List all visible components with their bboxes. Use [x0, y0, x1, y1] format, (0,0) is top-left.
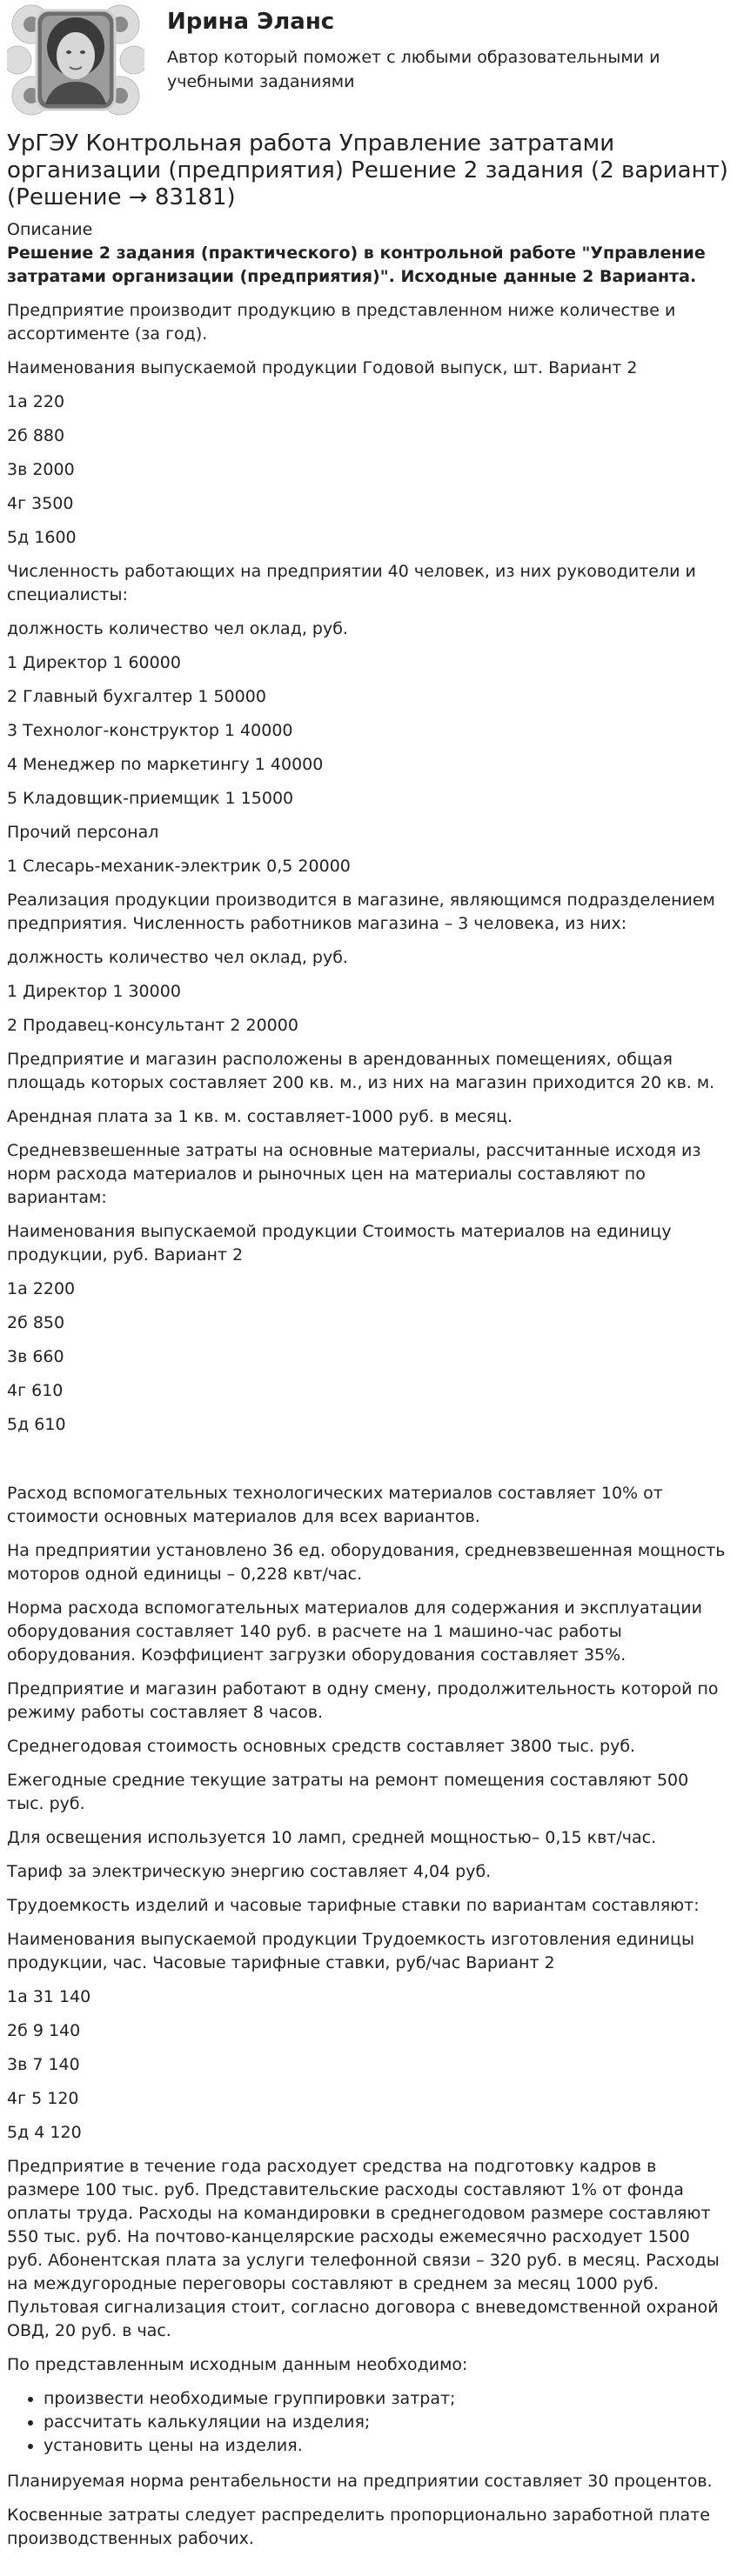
- paragraph: Наименования выпускаемой продукции Годовой выпуск, шт. Вариант 2: [7, 358, 638, 377]
- paragraph: На предприятии установлено 36 ед. оборудования, средневзвешенная мощность моторов одной единицы – 0,228 квт/час.: [7, 1541, 726, 1584]
- author-name[interactable]: Ирина Эланс: [167, 9, 335, 35]
- paragraph: 3в 7 140: [7, 2055, 80, 2074]
- paragraph: должность количество чел оклад, руб.: [7, 948, 348, 967]
- paragraph: 1 Директор 1 60000: [7, 653, 181, 672]
- paragraph: 2 Продавец-консультант 2 20000: [7, 1016, 298, 1035]
- paragraph: Норма расхода вспомогательных материалов для содержания и эксплуатации оборудования составляет 140 руб. в расчете на 1 машино-час работы оборудования. Коэффициент загрузки оборудования составляет 35%.: [7, 1598, 702, 1665]
- avatar-portrait-icon: [7, 2, 144, 118]
- paragraph: Расход вспомогательных технологических материалов составляет 10% от стоимости основных материалов для всех вариантов.: [7, 1484, 663, 1526]
- author-header: [7, 0, 728, 120]
- paragraph: 3в 2000: [7, 460, 75, 479]
- paragraph: 4 Менеджер по маркетингу 1 40000: [7, 755, 324, 774]
- paragraph: 5 Кладовщик-приемщик 1 15000: [7, 789, 294, 808]
- paragraph: 2б 850: [7, 1313, 65, 1332]
- paragraph: Средневзвешенные затраты на основные материалы, рассчитанные исходя из норм расхода материалов и рыночных цен на материалы составляют по вариантам:: [7, 1141, 701, 1207]
- page-title: УрГЭУ Контрольная работа Управление затратами организации (предприятия) Решение 2 задания (2 вариант) (Решение → 83181): [7, 130, 728, 210]
- description-block-a: [7, 299, 728, 1437]
- paragraph: 5д 4 120: [7, 2123, 82, 2142]
- paragraph: Трудоемкость изделий и часовые тарифные ставки по вариантам составляют:: [7, 1896, 700, 1915]
- paragraph: Наименования выпускаемой продукции Стоимость материалов на единицу продукции, руб. Вариант 2: [7, 1222, 672, 1265]
- paragraph: 3 Технолог-конструктор 1 40000: [7, 721, 293, 740]
- paragraph: Прочий персонал: [7, 823, 159, 842]
- paragraph: 2б 9 140: [7, 2021, 81, 2040]
- task-list-item: • рассчитать калькуляции на изделия;: [44, 2411, 728, 2434]
- paragraph: Ежегодные средние текущие затраты на ремонт помещения составляют 500 тыс. руб.: [7, 1771, 689, 1813]
- paragraph: Предприятие в течение года расходует средства на подготовку кадров в размере 100 тыс. руб. Представительские расходы составляют 1% от фонда оплаты труда. Расходы на командировки в среднегодовом размере составляют 550 тыс. руб. На почтово-канцелярские расходы ежемесячно расходует 1500 руб. Абонентская плата за услуги телефонной связи – 320 руб. в месяц. Расходы на междугородные переговоры составляют в среднем за месяц 1000 руб. Пультовая сигнализация стоит, согласно договора с вневедомственной охраной ОВД, 20 руб. в час.: [7, 2157, 720, 2340]
- paragraph: 1а 220: [7, 392, 65, 411]
- task-list-item: • установить цены на изделия.: [44, 2434, 728, 2458]
- paragraph: Наименования выпускаемой продукции Трудоемкость изготовления единицы продукции, час. Часовые тарифные ставки, руб/час Вариант 2: [7, 1930, 694, 1972]
- author-description: Автор который поможет с любыми образовательными и учебными заданиями: [167, 48, 660, 91]
- spacer: [7, 1447, 728, 1482]
- paragraph: Среднегодовая стоимость основных средств составляет 3800 тыс. руб.: [7, 1737, 636, 1756]
- paragraph: 4г 610: [7, 1381, 64, 1400]
- author-info: [144, 2, 689, 94]
- description-block-c: [7, 2470, 728, 2551]
- paragraph: Планируемая норма рентабельности на предприятии составляет 30 процентов.: [7, 2472, 713, 2491]
- task-list: [7, 2387, 728, 2458]
- paragraph: Предприятие производит продукцию в представленном ниже количестве и ассортименте (за год).: [7, 301, 676, 344]
- paragraph: Для освещения используется 10 ламп, средней мощностью– 0,15 квт/час.: [7, 1828, 657, 1847]
- paragraph: По представленным исходным данным необходимо:: [7, 2355, 468, 2374]
- paragraph: 3в 660: [7, 1347, 64, 1366]
- paragraph: должность количество чел оклад, руб.: [7, 619, 348, 638]
- paragraph: Арендная плата за 1 кв. м. составляет-1000 руб. в месяц.: [7, 1107, 513, 1126]
- paragraph: 5д 1600: [7, 528, 77, 547]
- paragraph: Предприятие и магазин работают в одну смену, продолжительность которой по режиму работы составляет 8 часов.: [7, 1679, 719, 1722]
- paragraph: Косвенные затраты следует распределить пропорционально заработной плате производственных рабочих.: [7, 2506, 710, 2548]
- paragraph: Численность работающих на предприятии 40 человек, из них руководители и специалисты:: [7, 562, 696, 604]
- author-avatar[interactable]: [7, 2, 144, 118]
- paragraph: 1 Директор 1 30000: [7, 982, 181, 1001]
- paragraph: 2б 880: [7, 426, 65, 445]
- paragraph: Предприятие и магазин расположены в арендованных помещениях, общая площадь которых составляет 200 кв. м., из них на магазин приходится 20 кв. м.: [7, 1050, 715, 1092]
- paragraph: Реализация продукции производится в магазине, являющимся подразделением предприятия. Численность работников магазина – 3 человека, из них:: [7, 891, 715, 933]
- description-label: Описание: [7, 220, 93, 239]
- paragraph: 5д 610: [7, 1415, 66, 1434]
- paragraph: 4г 3500: [7, 494, 74, 513]
- description-lead: Решение 2 задания (практического) в контрольной работе "Управление затратами организации (предприятия)". Исходные данные 2 Варианта.: [7, 244, 706, 286]
- paragraph: 1 Слесарь-механик-электрик 0,5 20000: [7, 857, 351, 876]
- paragraph: 1а 2200: [7, 1279, 76, 1298]
- paragraph: Тариф за электрическую энергию составляет 4,04 руб.: [7, 1862, 492, 1881]
- description-block-b: [7, 1482, 728, 2377]
- task-list-item: • произвести необходимые группировки затрат;: [44, 2387, 728, 2411]
- paragraph: 1а 31 140: [7, 1987, 91, 2006]
- paragraph: 2 Главный бухгалтер 1 50000: [7, 687, 266, 706]
- paragraph: 4г 5 120: [7, 2089, 79, 2108]
